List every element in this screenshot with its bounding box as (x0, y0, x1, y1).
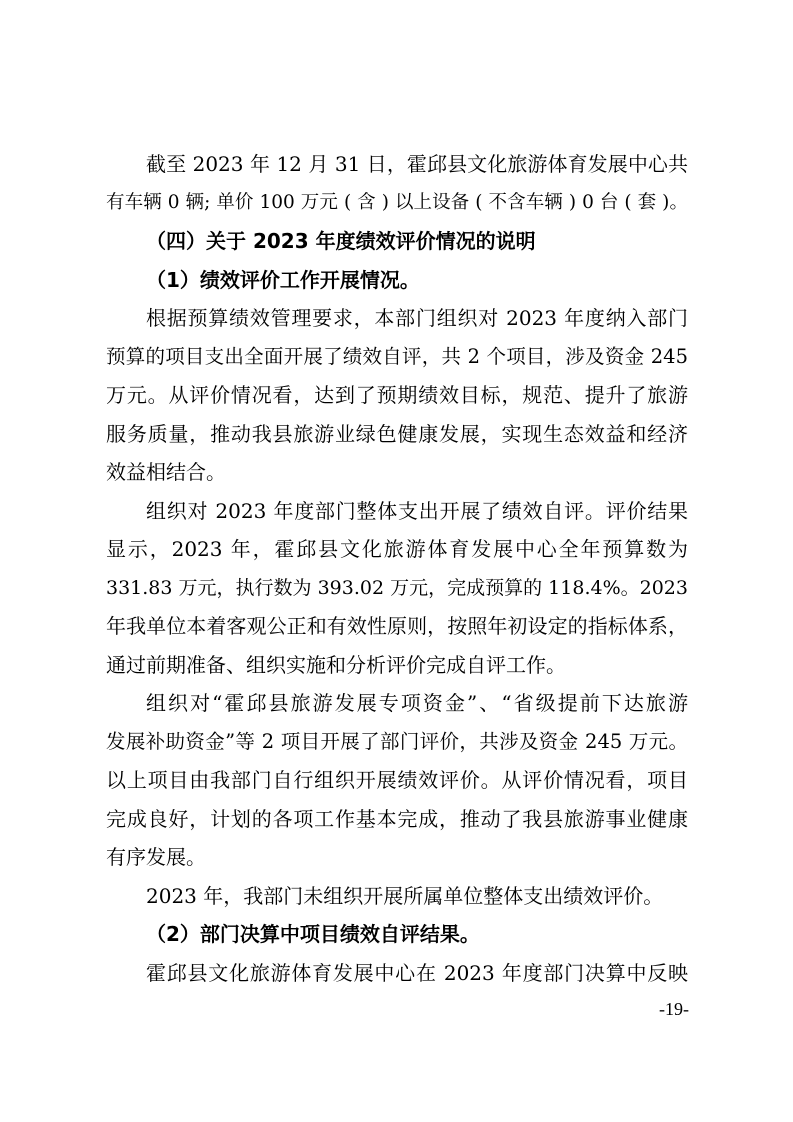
subheading-eval-work: （1）绩效评价工作开展情况。 (146, 267, 420, 292)
dept-eval-line-1: 组织对“霍邱县旅游发展专项资金”、“省级提前下达旅游 (146, 691, 688, 715)
project-eval-line-5: 效益相结合。 (106, 460, 226, 484)
overall-eval-line-4: 年我单位本着客观公正和有效性原则，按照年初设定的指标体系， (106, 614, 688, 638)
project-eval-line-2: 预算的项目支出全面开展了绩效自评，共 2 个项目，涉及资金 245 (106, 344, 688, 368)
document-page (106, 145, 688, 992)
overall-eval-line-3: 331.83 万元，执行数为 393.02 万元，完成预算的 118.4%。2023 (106, 576, 688, 599)
section-heading-4: （四）关于 2023 年度绩效评价情况的说明 (146, 229, 536, 253)
page-number: -19- (659, 999, 689, 1019)
vehicles-line-1: 截至 2023 年 12 月 31 日，霍邱县文化旅游体育发展中心共 (146, 152, 688, 176)
dept-eval-line-2: 发展补助资金”等 2 项目开展了部门评价，共涉及资金 245 万元。 (106, 729, 688, 753)
final-para-line-1: 霍邱县文化旅游体育发展中心在 2023 年度部门决算中反映 (146, 960, 688, 985)
project-eval-line-3: 万元。从评价情况看，达到了预期绩效目标，规范、提升了旅游 (106, 383, 688, 407)
dept-eval-line-5: 有序发展。 (106, 845, 206, 869)
project-eval-line-1: 根据预算绩效管理要求，本部门组织对 2023 年度纳入部门 (146, 306, 688, 330)
overall-eval-line-1: 组织对 2023 年度部门整体支出开展了绩效自评。评价结果 (146, 498, 688, 523)
dept-eval-line-4: 完成良好，计划的各项工作基本完成，推动了我县旅游事业健康 (106, 806, 688, 831)
vehicles-line-2: 有车辆 0 辆; 单价 100 万元 ( 含 ) 以上设备 ( 不含车辆 ) 0 台 ( 套 )。 (106, 191, 688, 213)
overall-eval-line-5: 通过前期准备、组织实施和分析评价完成自评工作。 (106, 652, 566, 677)
project-eval-line-4: 服务质量，推动我县旅游业绿色健康发展，实现生态效益和经济 (106, 421, 688, 446)
subheading-self-eval-results: （2）部门决算中项目绩效自评结果。 (146, 922, 480, 946)
no-unit-eval-line: 2023 年，我部门未组织开展所属单位整体支出绩效评价。 (146, 883, 664, 908)
overall-eval-line-2: 显示，2023 年，霍邱县文化旅游体育发展中心全年预算数为 (106, 537, 688, 561)
dept-eval-line-3: 以上项目由我部门自行组织开展绩效评价。从评价情况看，项目 (106, 768, 688, 792)
